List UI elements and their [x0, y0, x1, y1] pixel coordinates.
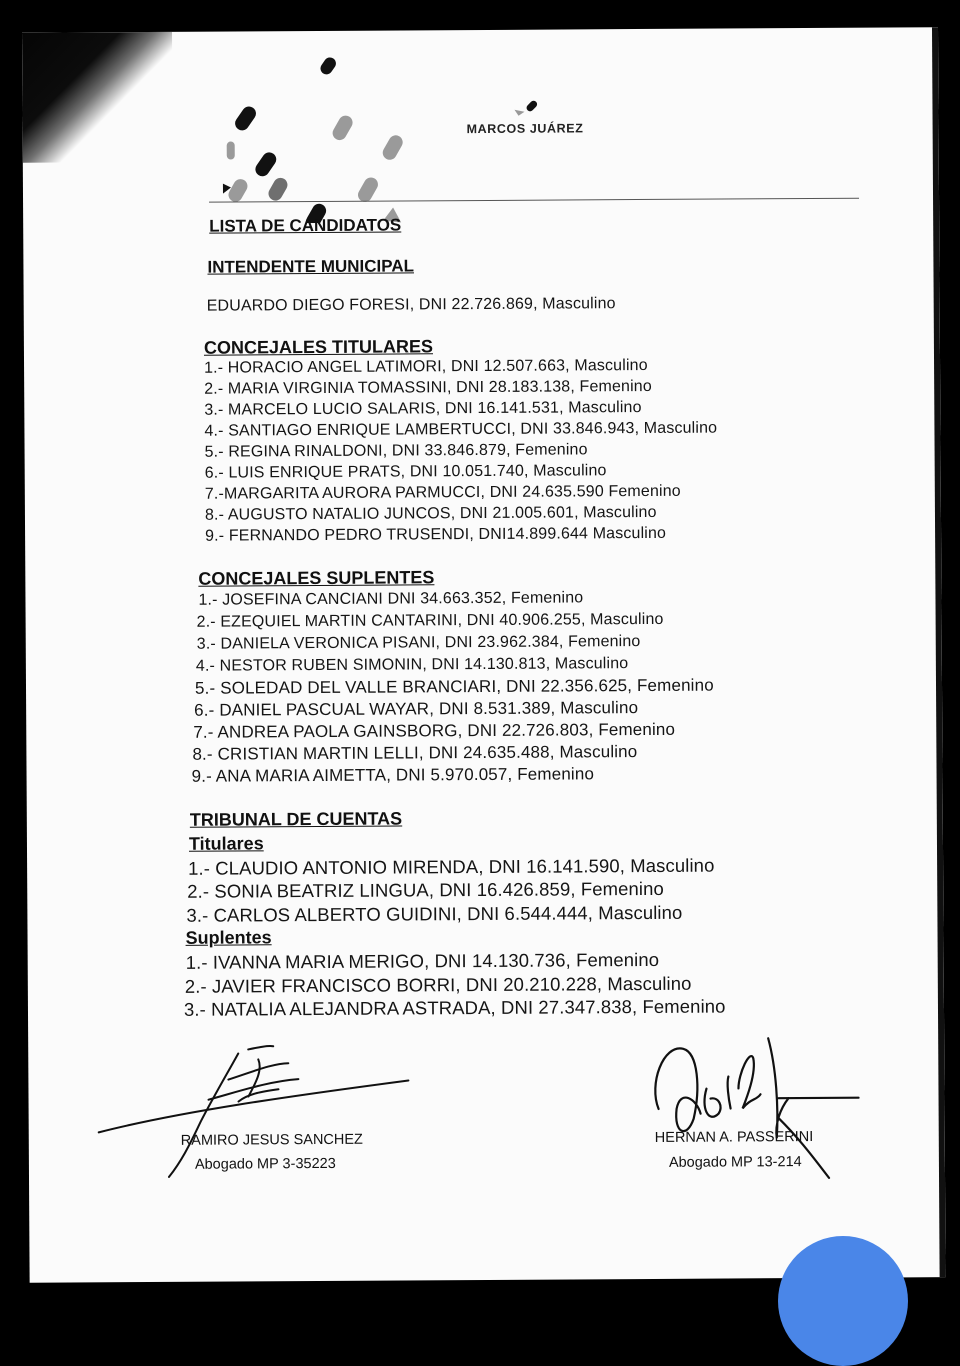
list-item: 5.- REGINA RINALDONI, DNI 33.846.879, Femenino [204, 441, 588, 461]
list-item: 9.- FERNANDO PEDRO TRUSENDI, DNI14.899.644 Masculino [205, 524, 667, 545]
list-item: 2.- MARIA VIRGINIA TOMASSINI, DNI 28.183.138, Femenino [204, 377, 652, 398]
list-item: 8.- CRISTIAN MARTIN LELLI, DNI 24.635.488, Masculino [192, 742, 638, 764]
document-page [22, 27, 946, 1283]
list-item: 6.- DANIEL PASCUAL WAYAR, DNI 8.531.389, Masculino [194, 698, 639, 720]
list-item: 4.- NESTOR RUBEN SIMONIN, DNI 14.130.813, Masculino [195, 655, 629, 675]
list-item: 5.- SOLEDAD DEL VALLE BRANCIARI, DNI 22.356.625, Femenino [194, 675, 714, 698]
document-title: LISTA DE CANDIDATOS [209, 215, 402, 236]
brand-mark-icon [506, 96, 546, 122]
list-item: 1.- IVANNA MARIA MERIGO, DNI 14.130.736, Femenino [185, 948, 660, 973]
logo-pattern-icon [210, 52, 411, 223]
signature-right-name: HERNAN A. PASSERINI [654, 1128, 814, 1146]
page-edge [932, 27, 946, 1277]
list-item: 3.- CARLOS ALBERTO GUIDINI, DNI 6.544.444, Masculino [186, 901, 683, 926]
floating-action-button[interactable] [778, 1236, 908, 1366]
list-item: 2.- JAVIER FRANCISCO BORRI, DNI 20.210.228, Masculino [184, 972, 692, 997]
brand-name: MARCOS JUÁREZ [466, 121, 584, 137]
list-item: 1.- CLAUDIO ANTONIO MIRENDA, DNI 16.141.590, Masculino [188, 854, 715, 879]
list-item: 7.-MARGARITA AURORA PARMUCCI, DNI 24.635.590 Femenino [204, 482, 681, 503]
concejales-suplentes-heading: CONCEJALES SUPLENTES [198, 567, 435, 589]
list-item: 3.- DANIELA VERONICA PISANI, DNI 23.962.384, Femenino [196, 633, 641, 653]
list-item: 4.- SANTIAGO ENRIQUE LAMBERTUCCI, DNI 33.846.943, Masculino [204, 419, 718, 440]
tribunal-heading: TRIBUNAL DE CUENTAS [189, 808, 403, 830]
concejales-titulares-heading: CONCEJALES TITULARES [203, 336, 434, 358]
list-item: 1.- HORACIO ANGEL LATIMORI, DNI 12.507.663, Masculino [204, 356, 648, 377]
tribunal-suplentes-heading: Suplentes [185, 927, 272, 948]
tribunal-titulares-heading: Titulares [188, 833, 264, 854]
list-item: 3.- NATALIA ALEJANDRA ASTRADA, DNI 27.347.838, Femenino [183, 995, 726, 1020]
list-item: 6.- LUIS ENRIQUE PRATS, DNI 10.051.740, Masculino [204, 462, 607, 482]
list-item: 2.- SONIA BEATRIZ LINGUA, DNI 16.426.859, Femenino [187, 877, 664, 902]
list-item: 3.- MARCELO LUCIO SALARIS, DNI 16.141.531, Masculino [204, 399, 642, 419]
folded-corner [22, 32, 173, 163]
intendente-heading: INTENDENTE MUNICIPAL [207, 256, 415, 277]
list-item: 8.- AUGUSTO NATALIO JUNCOS, DNI 21.005.601, Masculino [204, 503, 657, 524]
list-item: 2.- EZEQUIEL MARTIN CANTARINI, DNI 40.906.255, Masculino [196, 610, 664, 631]
signature-left-name: RAMIRO JESUS SANCHEZ [180, 1131, 363, 1149]
signature-left-title: Abogado MP 3-35223 [194, 1155, 336, 1173]
list-item: 7.- ANDREA PAOLA GAINSBORG, DNI 22.726.803, Femenino [193, 719, 676, 742]
list-item: 1.- JOSEFINA CANCIANI DNI 34.663.352, Femenino [198, 589, 584, 609]
list-item: 9.- ANA MARIA AIMETTA, DNI 5.970.057, Femenino [191, 764, 595, 786]
intendente-name: EDUARDO DIEGO FORESI, DNI 22.726.869, Masculino [206, 295, 616, 315]
signature-right-title: Abogado MP 13-214 [668, 1154, 802, 1171]
